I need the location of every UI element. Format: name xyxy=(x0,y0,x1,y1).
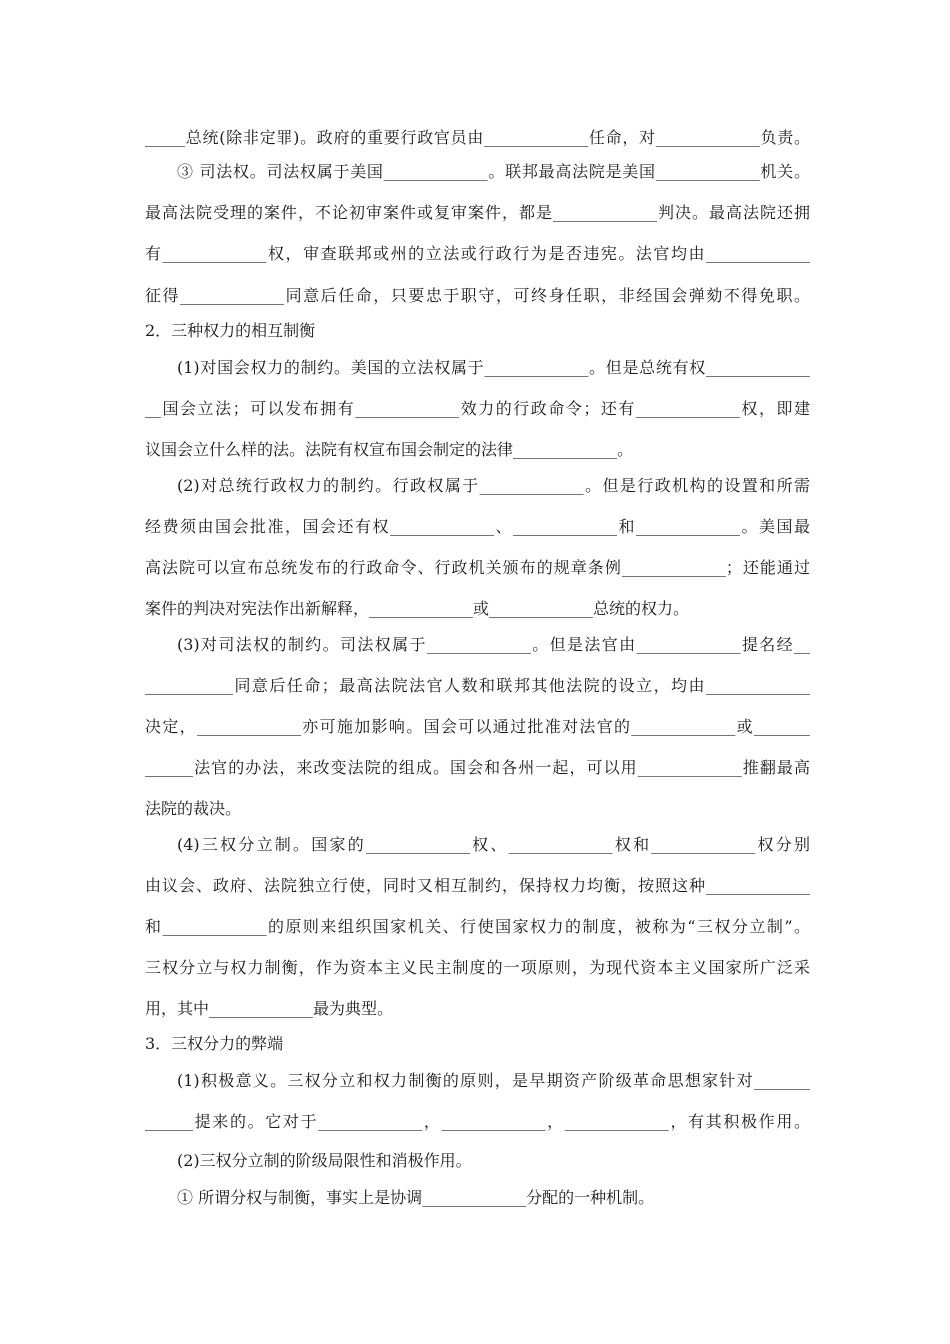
text-line: 议国会立什么样的法。法院有权宣布国会制定的法律_____________。 xyxy=(145,440,634,459)
text-line: 决定，_____________亦可施加影响。国会可以通过批准对法官的_____________或_______ xyxy=(145,717,810,736)
text-line: ______提来的。它对于_____________，_____________，_____________，有其积极作用。 xyxy=(145,1112,810,1131)
text-line: 有_____________权，审查联邦或州的立法或行政行为是否违宪。法官均由_____________ xyxy=(145,244,810,263)
text-line: (4)三权分立制。国家的_____________权、_____________权和_____________权分别 xyxy=(177,835,810,854)
text-line: 和_____________的原则来组织国家机关、行使国家权力的制度，被称为“三权分立制”。 xyxy=(145,917,810,936)
text-line: (2)三权分立制的阶级局限性和消极作用。 xyxy=(177,1151,472,1170)
text-line: (2)对总统行政权力的制约。行政权属于_____________。但是行政机构的设置和所需 xyxy=(177,476,810,495)
text-line: 三权分立与权力制衡，作为资本主义民主制度的一项原则，为现代资本主义国家所广泛采 xyxy=(145,958,810,977)
text-line: ① 所谓分权与制衡，事实上是协调_____________分配的一种机制。 xyxy=(177,1188,655,1207)
text-line: _____总统(除非定罪)。政府的重要行政官员由_____________任命，对_____________负责。 xyxy=(145,128,810,147)
text-line: 经费须由国会批准，国会还有权_____________、_____________和_____________。美国最 xyxy=(145,517,810,536)
text-line: 案件的判决对宪法作出新解释，_____________或_____________总统的权力。 xyxy=(145,599,690,618)
section-heading: 2．三种权力的相互制衡 xyxy=(145,321,316,340)
text-line: 由议会、政府、法院独立行使，同时又相互制约，保持权力均衡，按照这种_____________ xyxy=(145,876,810,895)
section-heading: 3．三权分力的弊端 xyxy=(145,1034,284,1053)
text-line: (1)对国会权力的制约。美国的立法权属于_____________。但是总统有权_____________ xyxy=(177,358,810,377)
text-line: 征得_____________同意后任命，只要忠于职守，可终身任职，非经国会弹劾不得免职。 xyxy=(145,286,810,305)
text-line: ______法官的办法，来改变法院的组成。国会和各州一起，可以用_____________推翻最高 xyxy=(145,758,810,777)
text-line: 高法院可以宣布总统发布的行政命令、行政机关颁布的规章条例_____________；还能通过 xyxy=(145,558,810,577)
text-line: (3)对司法权的制约。司法权属于_____________。但是法官由_____________提名经__ xyxy=(177,635,810,654)
text-line: 最高法院受理的案件，不论初审案件或复审案件，都是_____________判决。最高法院还拥 xyxy=(145,203,810,222)
text-line: __国会立法；可以发布拥有_____________效力的行政命令；还有_____________权，即建 xyxy=(145,399,810,418)
text-line: ③ 司法权。司法权属于美国_____________。联邦最高法院是美国_____________机关。 xyxy=(177,162,810,181)
text-line: 法院的裁决。 xyxy=(145,799,242,818)
text-line: ___________同意后任命；最高法院法官人数和联邦其他法院的设立，均由_____________ xyxy=(145,676,810,695)
text-line: (1)积极意义。三权分立和权力制衡的原则，是早期资产阶级革命思想家针对_______ xyxy=(177,1071,810,1090)
text-line: 用，其中_____________最为典型。 xyxy=(145,999,394,1018)
